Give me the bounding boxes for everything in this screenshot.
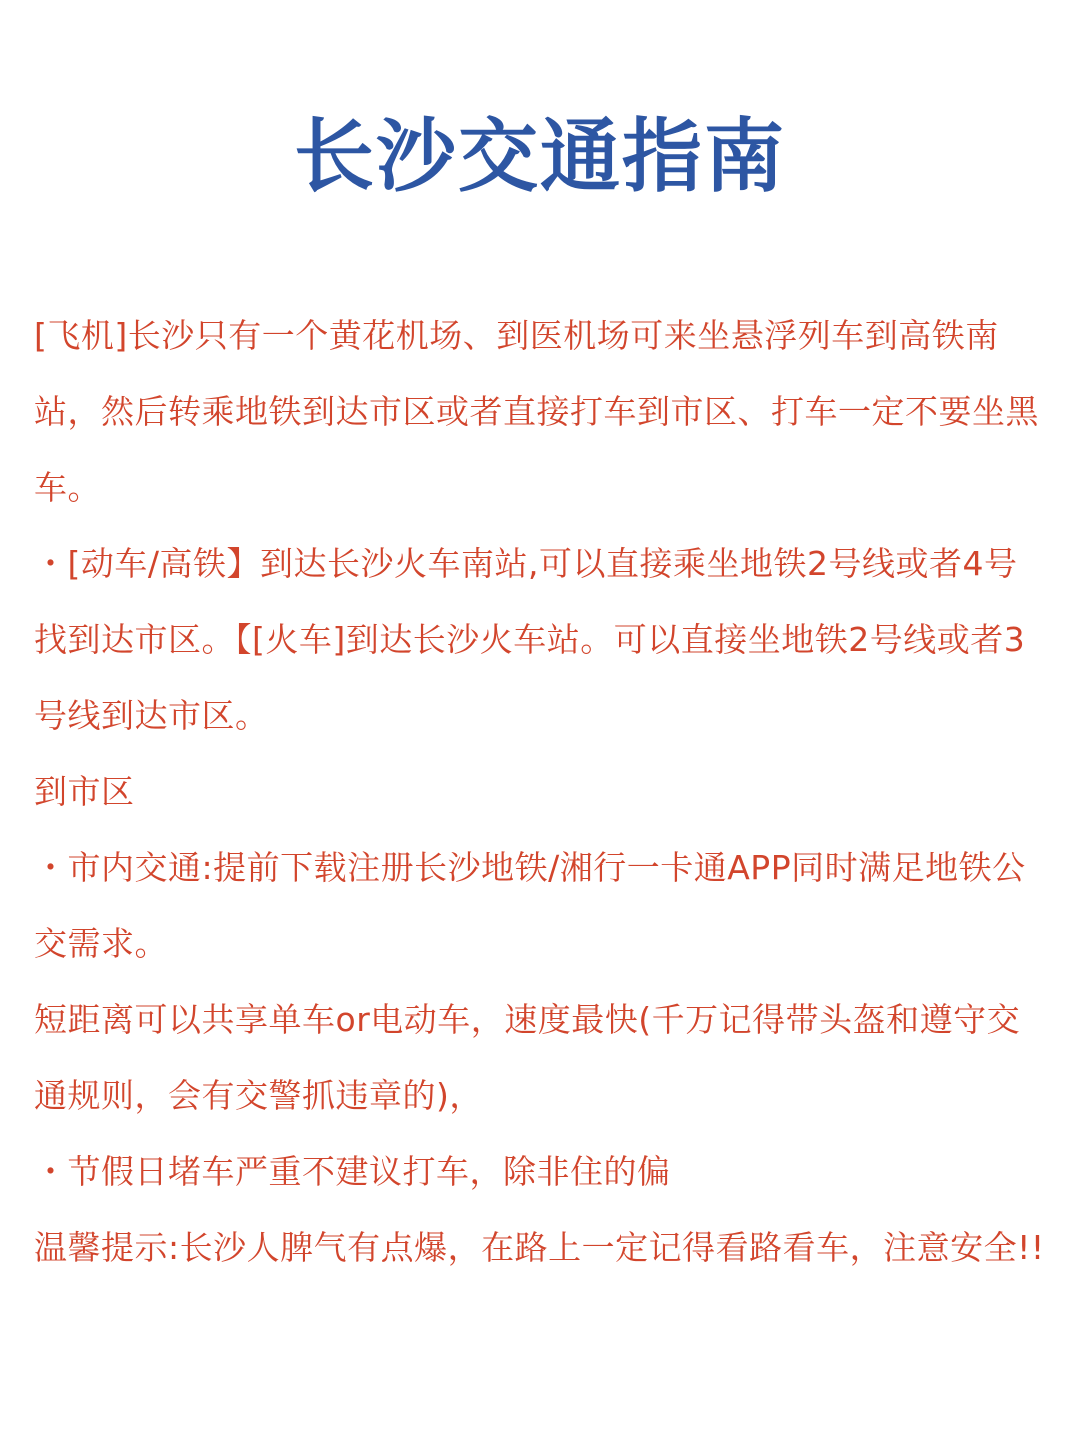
paragraph-train: ・[动车/高铁】到达长沙火车南站,可以直接乘坐地铁2号线或者4号找到达市区。【[火车]到达长沙火车站。可以直接坐地铁2号线或者3号线到达市区。: [34, 544, 1026, 735]
paragraph-flight: [飞机]长沙只有一个黄花机场、到医机场可来坐悬浮列车到高铁南站，然后转乘地铁到达市区或者直接打车到市区、打车一定不要坐黑车。: [34, 316, 1039, 507]
paragraph-to-city: 到市区: [34, 772, 135, 811]
paragraph-city-transport: ・市内交通:提前下载注册长沙地铁/湘行一卡通APP同时满足地铁公交需求。: [34, 848, 1026, 963]
paragraph-tip: 温馨提示:长沙人脾气有点爆，在路上一定记得看路看车，注意安全!!: [34, 1228, 1045, 1267]
guide-body: [34, 298, 1046, 1286]
paragraph-short-distance: 短距离可以共享单车or电动车，速度最快(千万记得带头盔和遵守交通规则，会有交警抓违章的)，: [34, 1000, 1021, 1115]
paragraph-holiday: ・节假日堵车严重不建议打车，除非住的偏: [34, 1152, 671, 1191]
page-title: 长沙交通指南: [294, 110, 786, 203]
